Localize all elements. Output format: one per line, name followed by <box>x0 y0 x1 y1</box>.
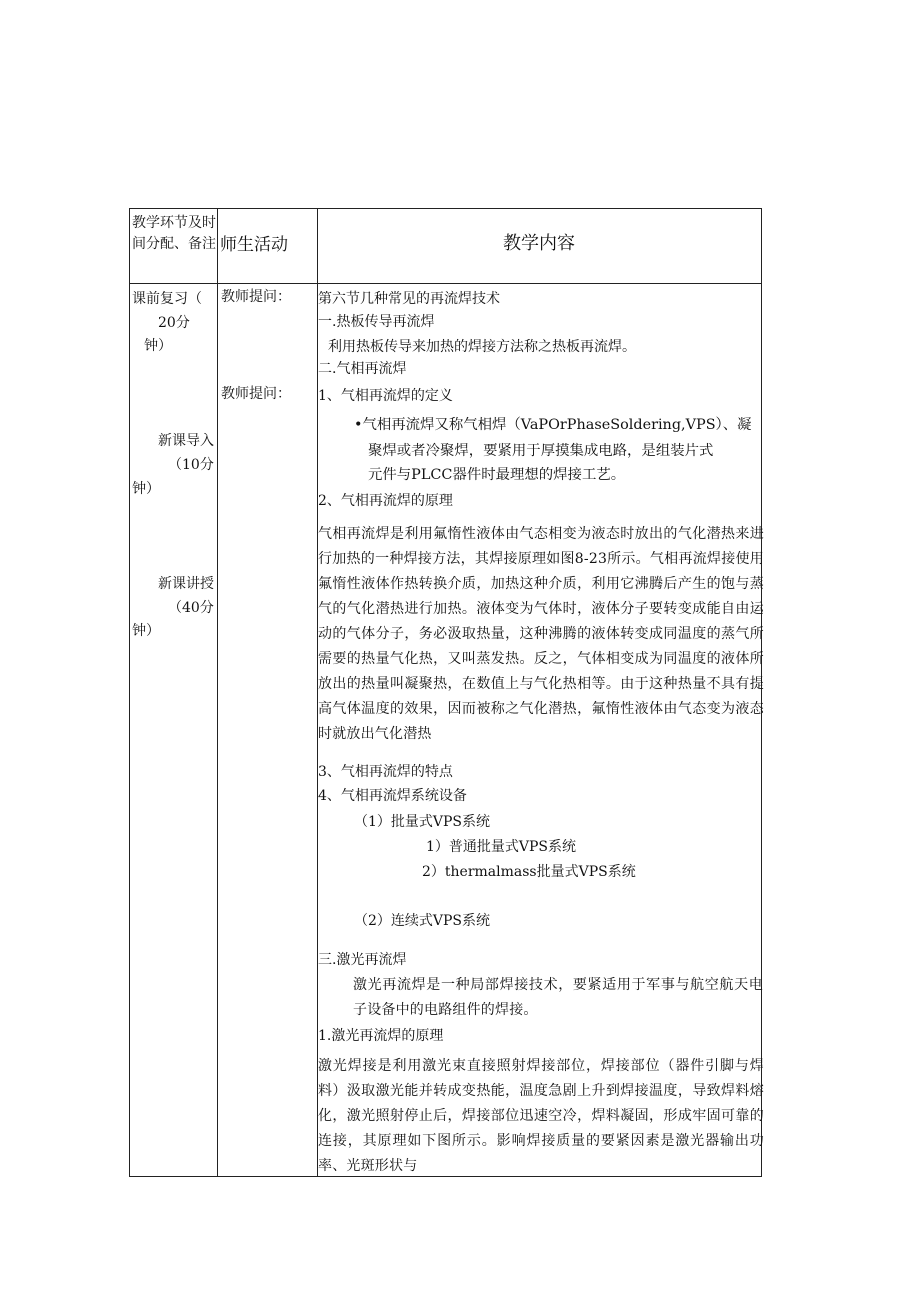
item-batch-vps: （1）批量式VPS系统 <box>354 814 491 830</box>
subheading-vps-features: 3、气相再流焊的特点 <box>318 764 453 780</box>
heading-hot-plate: 一.热板传导再流焊 <box>318 314 435 330</box>
subheading-laser-principle: 1.激光再流焊的原理 <box>318 1028 444 1044</box>
heading-laser-reflow: 三.激光再流焊 <box>318 952 407 968</box>
header-col3: 教学内容 <box>503 233 575 254</box>
section-title: 第六节几种常见的再流焊技术 <box>318 291 500 307</box>
stage-lecture-label: 新课讲授 <box>158 576 214 592</box>
stage-review-time: 20分 <box>158 315 190 331</box>
stage-intro-time: （10分 <box>168 457 214 473</box>
bullet-vps-line3: 元件与PLCC器件时最理想的焊接工艺。 <box>368 467 626 483</box>
stage-review-unit: 钟） <box>144 338 172 354</box>
lesson-table <box>129 208 762 1177</box>
item-continuous-vps: （2）连续式VPS系统 <box>354 913 491 929</box>
heading-vapor-phase: 二.气相再流焊 <box>318 361 407 377</box>
item-thermalmass-batch-vps: 2）thermalmass批量式VPS系统 <box>422 864 636 880</box>
stage-lecture-unit: 钟） <box>132 623 160 639</box>
teacher-question-1: 教师提问： <box>221 289 291 305</box>
subheading-vps-principle: 2、气相再流焊的原理 <box>318 493 453 509</box>
bullet-vps-line2: 聚焊或者冷聚焊，要紧用于厚摸集成电路，是组装片式 <box>368 443 714 459</box>
header-divider <box>130 283 761 284</box>
stage-intro-label: 新课导入 <box>158 433 214 449</box>
header-col2: 师生活动 <box>220 235 288 255</box>
paragraph-vps-principle: 气相再流焊是利用氟惰性液体由气态相变为液态时放出的气化潜热来进行加热的一种焊接方法，其焊接原理如图8-23所示。气相再流焊接使用氟惰性液体作热转换介质，加热这种介质，利用它沸腾后产生的饱与蒸气的气化潜热进行加热。液体变为气体时，液体分子要转变成能自由运动的气体分子，务必汲取热量，这种沸腾的液体转变成同温度的蒸气所需要的热量气化热，又叫蒸发热。反之，气体相变成为同温度的液体所放出的热量叫凝聚热，在数值上与气化热相等。由于这种热量不具有提高气体温度的效果，因而被称之气化潜热，氟惰性液体由气态变为液态时就放出气化潜热 <box>318 526 764 742</box>
header-col1: 教学环节及时间分配、备注 <box>132 215 216 252</box>
teacher-question-2: 教师提问： <box>221 386 291 402</box>
stage-intro-unit: 钟） <box>132 481 160 497</box>
paragraph-laser-reflow: 激光再流焊是一种局部焊接技术，要紧适用于军事与航空航天电子设备中的电路组件的焊接。 <box>353 977 763 1018</box>
item-normal-batch-vps: 1）普通批量式VPS系统 <box>426 839 577 855</box>
subheading-vps-equipment: 4、气相再流焊系统设备 <box>318 788 467 804</box>
paragraph-hot-plate: 利用热板传导来加热的焊接方法称之热板再流焊。 <box>328 339 636 355</box>
column-divider <box>217 209 218 1176</box>
stage-review-label: 课前复习（ <box>132 291 202 307</box>
paragraph-laser-principle: 激光焊接是利用激光束直接照射焊接部位，焊接部位（器件引脚与焊料）汲取激光能并转成变热能，温度急剧上升到焊接温度，导致焊料熔化，激光照射停止后，焊接部位迅速空冷，焊料凝固，形成牢固可靠的连接，其原理如下图所示。影响焊接质量的要紧因素是激光器输出功率、光斑形状与 <box>318 1058 764 1174</box>
stage-lecture-time: （40分 <box>168 600 214 616</box>
bullet-vps-line1: •气相再流焊又称气相焊（VaPOrPhaseSoldering,VPS）、凝 <box>354 417 752 433</box>
subheading-vps-definition: 1、气相再流焊的定义 <box>318 388 453 404</box>
